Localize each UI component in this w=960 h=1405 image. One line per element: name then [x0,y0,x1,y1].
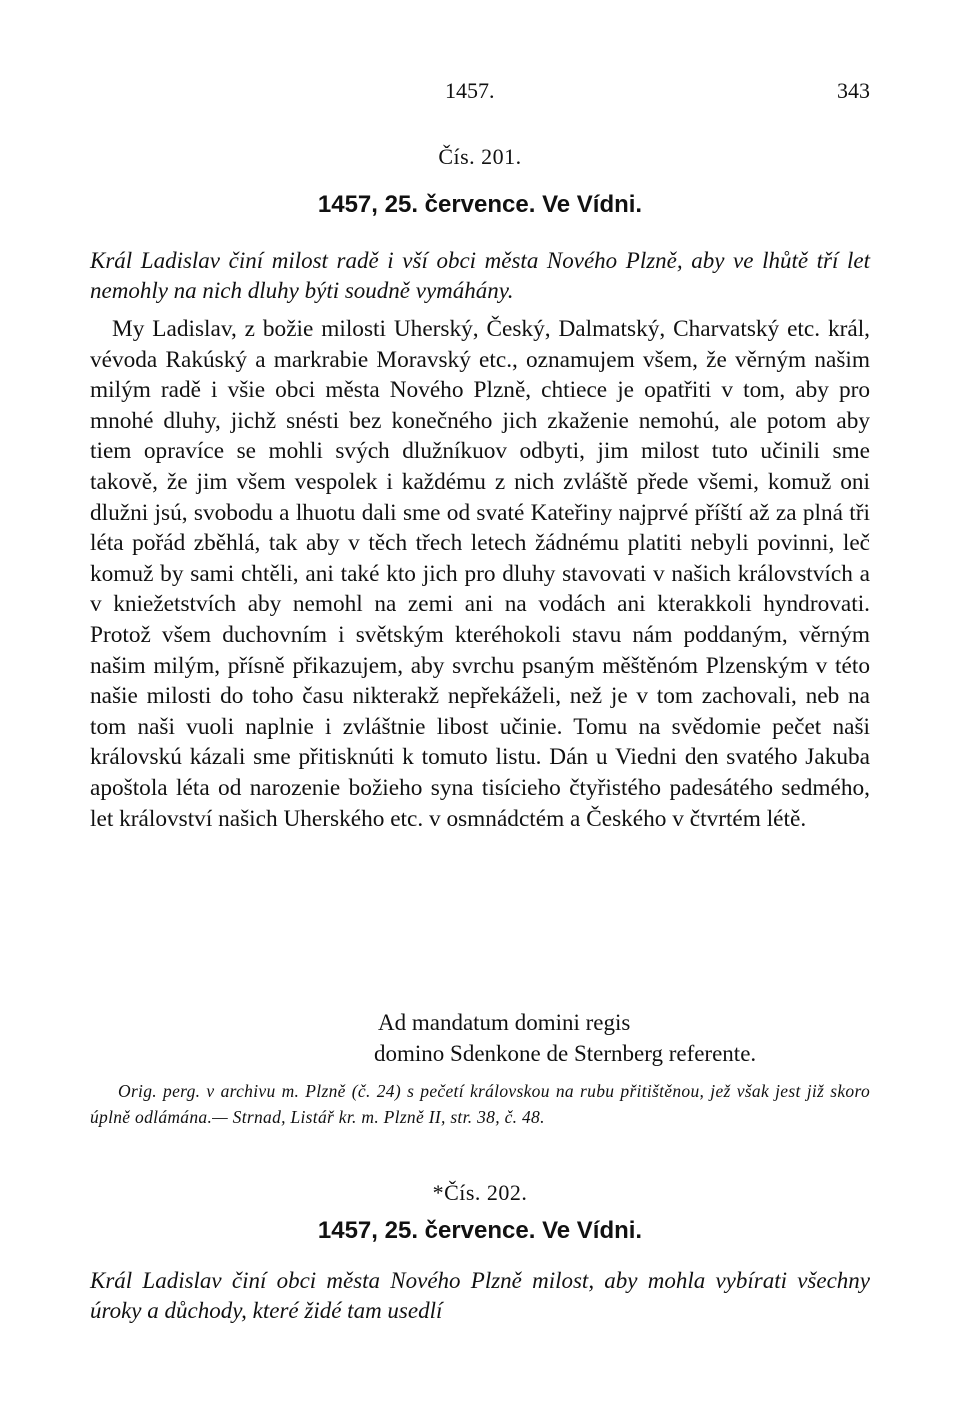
regest-text: Král Ladislav činí milost radě i vší obci města Nového Plzně, aby ve lhůtě tří let nemohly na nich dluhy býti soudně vymáhány. [90,248,870,303]
document-regest [90,246,870,306]
document-date-place: 1457, 25. července. Ve Vídni. [317,191,643,218]
document-signature [90,1007,870,1069]
document-number-2: *Čís. 202. [432,1180,528,1205]
document-page [90,0,870,1405]
source-note [90,1078,870,1130]
regest-text-2: Král Ladislav činí obci města Nového Plzně milost, aby mohla vybírati všechny úroky a důchody, které židé tam usedlí [90,1268,870,1323]
signature-line-1: Ad mandatum domini regis [378,1010,631,1035]
body-paragraph: My Ladislav, z božie milosti Uherský, Český, Dalmatský, Charvatský etc. král, vévoda Rakúský a markrabie Moravský etc., oznamujem všem, že věrným našim milým radě i všie obci města Nového Plzně, chtiece je opatřiti v tom, aby pro mnohé dluhy, jichž snésti bez konečného jich zkaženie nemohú, ale potom aby tiem opravíce se mohli svých dlužníkuov odbyti, jim milost tuto učinili sme takově, že jim všem vespolek i každému z nich zvláště přede všemi, komuž oni dlužni jsú, svobodu a lhuotu dali sme od svaté Kateřiny najprvé příští až za plná tři léta pořád zběhlá, tak aby v těch třech letech žádnému platiti nebyli povinni, leč komuž by sami chtěli, ani také kto jich pro dluhy stavovati v našich královstvích a v kniežetstvích aby nemohl na zemi ani na vodách ani kterakkoli hyndrovati. Protož všem duchovním i světským kteréhokoli stavu nám poddaným, věrným našim milým, přísně přikazujem, aby svrchu psaným měštěnóm Plzenským v této našie milosti do toho času nikterakž nepřekáželi, než je v tom zachovali, neb na tom naši vuoli naplnie i zvláštnie libost učinie. Tomu na svědomie pečet naši královskú kázali sme přitisknúti k tomuto listu. Dán u Viedni den svatého Jakuba apoštola léta od narozenie božieho syna tisícieho čtyřistého padesátého sedmého, let království našich Uherského etc. v osmnádctém a Českého v čtvrtém létě. [90,316,870,832]
source-note-text: Orig. perg. v archivu m. Plzně (č. 24) s pečetí královskou na rubu přitištěnou, jež však jest již skoro úplně odlámána.— Strnad, Listář kr. m. Plzně II, str. 38, č. 48. [90,1081,870,1127]
document-number: Čís. 201. [438,144,522,169]
running-head [90,78,870,108]
signature-line-2: domino Sdenkone de Sternberg referente. [374,1041,757,1066]
page-number: 343 [837,78,870,103]
document-date-place-2: 1457, 25. července. Ve Vídni. [317,1217,643,1244]
document-body [90,314,870,834]
document-regest-2 [90,1266,870,1326]
running-head-year: 1457. [445,78,495,103]
